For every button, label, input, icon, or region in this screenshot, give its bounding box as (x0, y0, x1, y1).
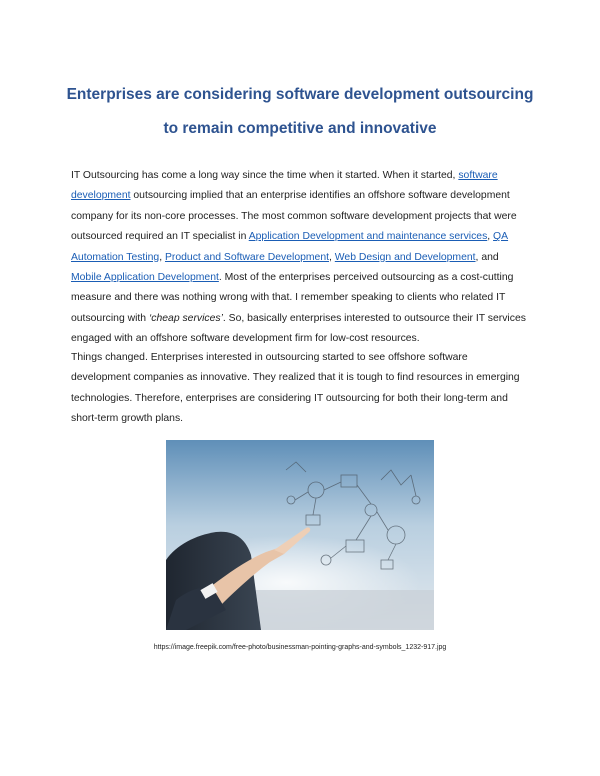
p1-text-2: outsourcing implied that an enterprise identifies an offshore software development company for its non-core processes. The most common software development projects that were outsourced required an IT specialist in (71, 190, 517, 243)
businessman-pointing-photo (166, 440, 434, 630)
link-product-software-development[interactable]: Product and Software Development (164, 251, 330, 263)
image-source-caption: https://image.freepik.com/free-photo/businessman-pointing-graphs-and-symbols_1232-917.jpg (153, 644, 447, 651)
paragraph-things-changed: Things changed. Enterprises interested in outsourcing started to see offshore software development companies as innovative. They realized that it is tough to find resources in emerging technologies. Therefore, enterprises are considering IT outsourcing for both their long-term and short-term growth plans. (71, 352, 520, 425)
p1-text-6: , and (475, 251, 499, 263)
p1-text-7: . Most of the enterprises perceived outsourcing as a cost-cutting measure and there was nothing wrong with that. I remember speaking to clients who related IT outsourcing with (71, 272, 514, 324)
p1-text-5: , (329, 251, 335, 263)
link-software-development[interactable]: software development (71, 170, 498, 202)
link-web-design-development[interactable]: Web Design and Development (334, 251, 476, 263)
p1-text-8: . So, basically enterprises interested to outsource their IT services engaged with an offshore software development firm for low-cost resources. (71, 312, 526, 345)
link-application-development[interactable]: Application Development and maintenance services (248, 231, 488, 243)
article-title: Enterprises are considering software development outsourcing to remain competitive and innovative (66, 86, 534, 137)
p1-text-1: IT Outsourcing has come a long way since the time when it started. When it started, (71, 170, 459, 181)
p1-text-4: , (159, 251, 165, 263)
link-qa-automation-testing[interactable]: QA Automation Testing (71, 231, 509, 263)
link-mobile-application-development[interactable]: Mobile Application Development (71, 272, 219, 284)
paragraph-intro (71, 166, 529, 350)
cheap-services-quote: ‘cheap services’ (148, 312, 223, 324)
p1-text-3: , (487, 231, 494, 243)
